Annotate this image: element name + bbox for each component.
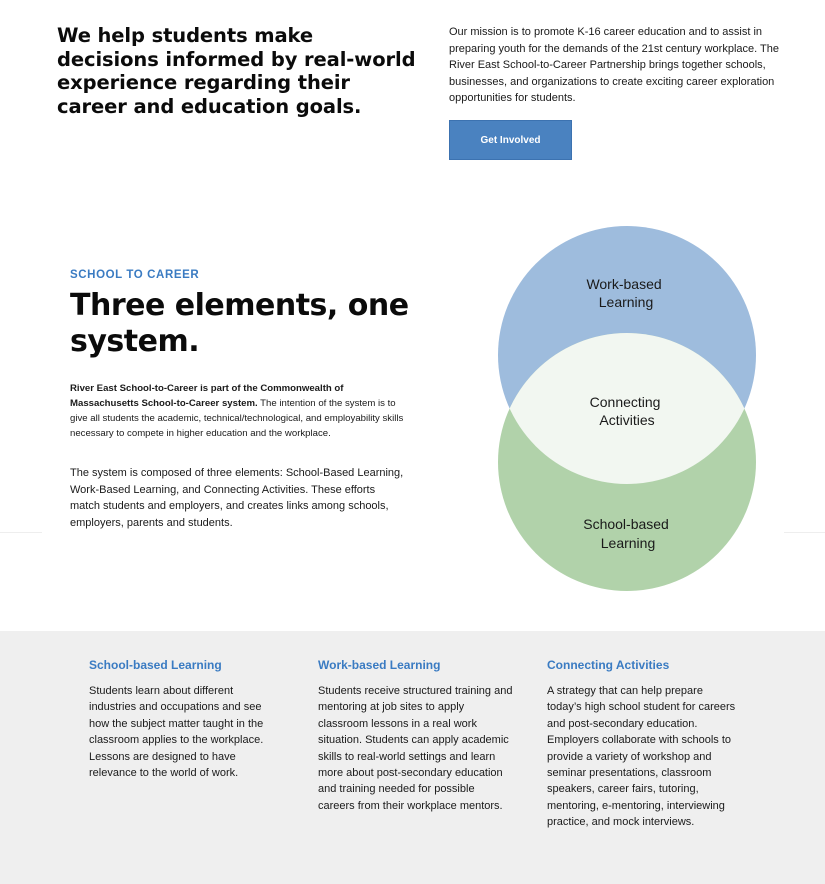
divider [0,532,42,533]
column-title: Connecting Activities [547,658,670,672]
section-eyebrow: SCHOOL TO CAREER [70,269,200,281]
intro-paragraph [70,381,404,441]
connecting-activities-label: Connecting Activities [589,394,661,428]
work-based-label: Work-based Learning [586,276,662,310]
system-paragraph: The system is composed of three elements: School-Based Learning, Work-Based Learning, and Connecting Activities. These efforts match students and employers, and creates links among schools, employers, parents and students. [70,467,404,529]
section-title: Three elements, one system. [70,288,409,359]
school-based-label: School-based Learning [583,516,669,551]
connecting-activities-column [547,658,739,831]
column-body: A strategy that can help prepare today’s high school student for careers and post-secondary education. Employers collaborate with schools to provide a variety of workshop and seminar presentations, classroom speakers, career fairs, tutoring, mentoring, e-mentoring, interviewing practice, and mock interviews. [547,685,736,829]
work-based-column [318,658,514,814]
intro-text: The intention of the system is to give all students the academic, technical/technological, and employability skills necessary to compete in higher education and the workplace. [70,398,404,439]
venn-diagram [490,222,765,597]
get-involved-button[interactable]: Get Involved [449,120,572,160]
mission-text: Our mission is to promote K-16 career education and to assist in preparing youth for the demands of the 21st century workplace. The River East School-to-Career Partnership brings together schools, businesses, and organizations to create exciting career exploration opportunities for students. [449,26,779,104]
column-title: Work-based Learning [318,658,441,672]
school-based-column [89,658,281,781]
column-title: School-based Learning [89,658,222,672]
divider [784,532,825,533]
column-body: Students receive structured training and mentoring at job sites to apply classroom lessons in a real work situation. Students can apply academic skills to real-world settings and learn more about post-secondary education and training needed for possible careers from their workplace mentors. [318,685,513,812]
hero-heading: We help students make decisions informed by real-world experience regarding their career and education goals. [57,24,416,118]
column-body: Students learn about different industries and occupations and see how the subject matter taught in the classroom applies to the workplace. Lessons are designed to have relevance to the world of work. [89,685,264,780]
intro-bold-text: River East School-to-Career is part of the Commonwealth of Massachusetts School-to-Career system. [70,383,344,409]
